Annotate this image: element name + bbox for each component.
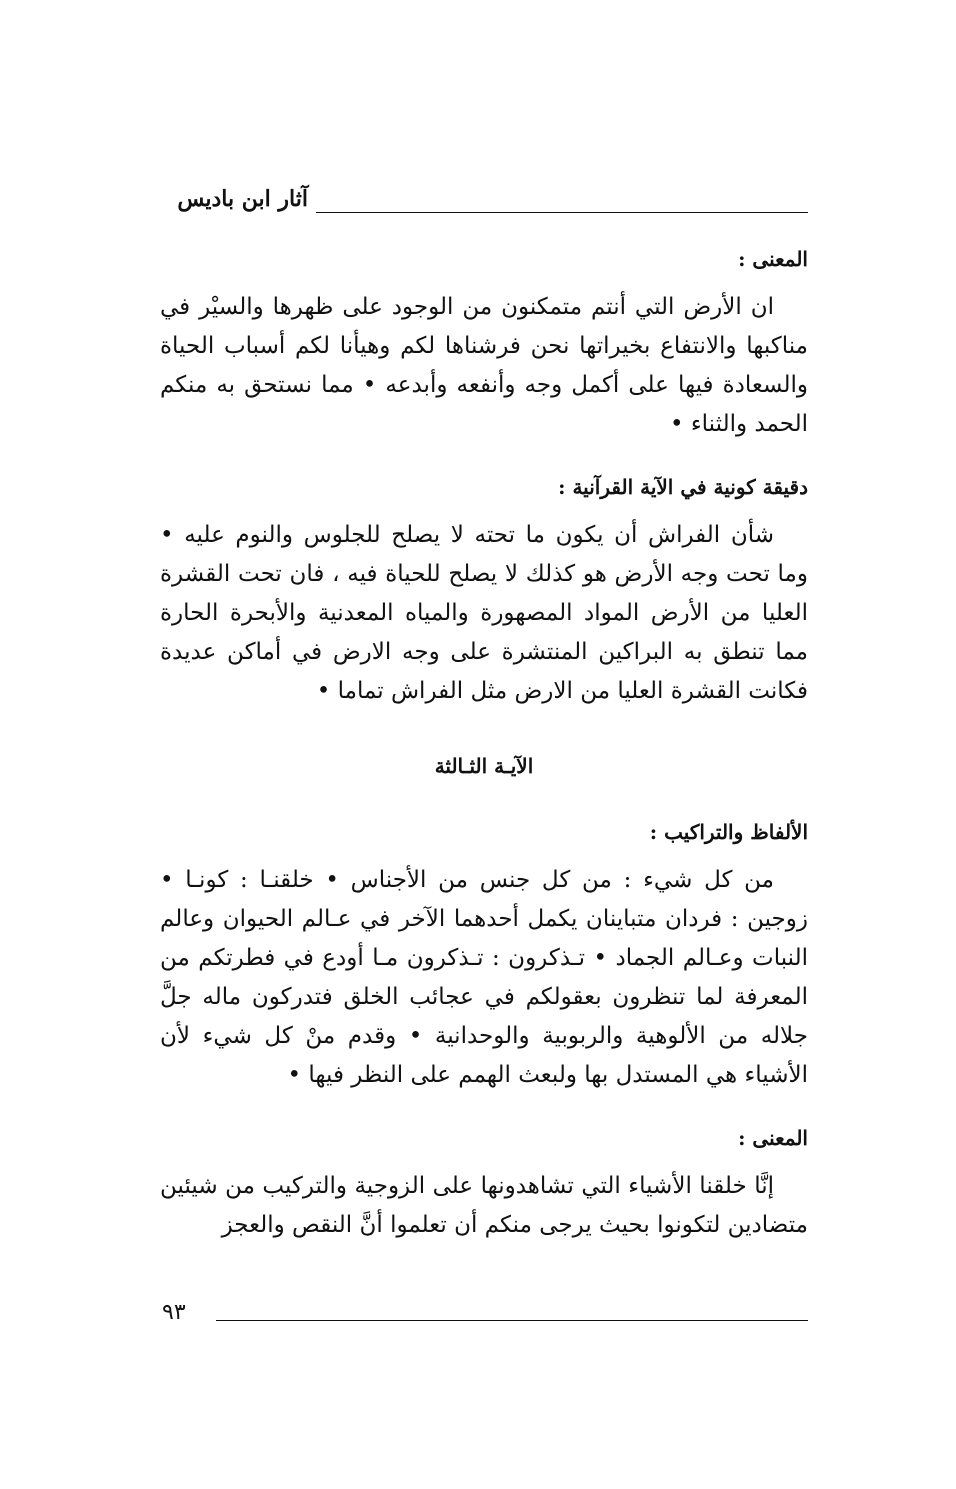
section-heading-words-structures: الألفاظ والتراكيب :: [649, 820, 808, 844]
spacer: [160, 444, 808, 472]
section-heading-meaning-2: المعنى :: [738, 1126, 808, 1150]
page-body: [160, 244, 808, 1245]
running-header: [168, 186, 808, 226]
section-heading-cosmic-detail: دقيقة كونية في الآية القرآنية :: [558, 475, 808, 499]
page-number: ٩٣: [162, 1300, 186, 1325]
paragraph-words-structures: من كل شيء : من كل جنس من الأجناس • خلقنـا : كونـا • زوجين : فردان متباينان يكمل أحدهما الآخر في عـالم الحيوان وعالم النبات وعـالم الجماد • تـذكرون : تـذكرون مـا أودع في فطرتكم من المعرفة لما تنظرون بعقولكم في عجائب الخلق فتدركون ماله جلَّ جلاله من الألوهية والربوبية والوحدانية • وقدم منْ كل شيء لأن الأشياء هي المستدل بها ولبعث الهمم على النظر فيها •: [160, 867, 808, 1088]
paragraph-cosmic-detail: شأن الفراش أن يكون ما تحته لا يصلح للجلوس والنوم عليه • وما تحت وجه الأرض هو كذلك لا يصلح للحياة فيه ، فان تحت القشرة العليا من الأرض المواد المصهورة والمياه المعدنية والأبحرة الحارة مما تنطق به البراكين المنتشرة على وجه الارض في أماكن عديدة فكانت القشرة العليا من الارض مثل الفراش تماما •: [160, 522, 808, 704]
section-heading-third-verse: الآيـة الثـالثة: [434, 754, 534, 778]
header-rule: [316, 212, 808, 213]
book-title: آثار ابن باديس: [177, 186, 308, 212]
paragraph-meaning-1: ان الأرض التي أنتم متمكنون من الوجود على ظهرها والسيْر في مناكبها والانتفاع بخيراتها نحن فرشناها لكم وهيأنا لكم أسباب الحياة والسعادة فيها على أكمل وجه وأنفعه وأبدعه • مما نستحق به منكم الحمد والثناء •: [160, 294, 808, 437]
paragraph-meaning-2: إنَّا خلقنا الأشياء التي تشاهدونها على الزوجية والتركيب من شيئين متضادين لتكونوا بحيث يرجى منكم أن تعلموا أنَّ النقص والعجز: [160, 1173, 808, 1238]
section-heading-meaning-1: المعنى :: [738, 247, 808, 271]
footer-rule: [216, 1320, 808, 1321]
page-footer: [160, 1300, 808, 1330]
spacer: [160, 1095, 808, 1123]
